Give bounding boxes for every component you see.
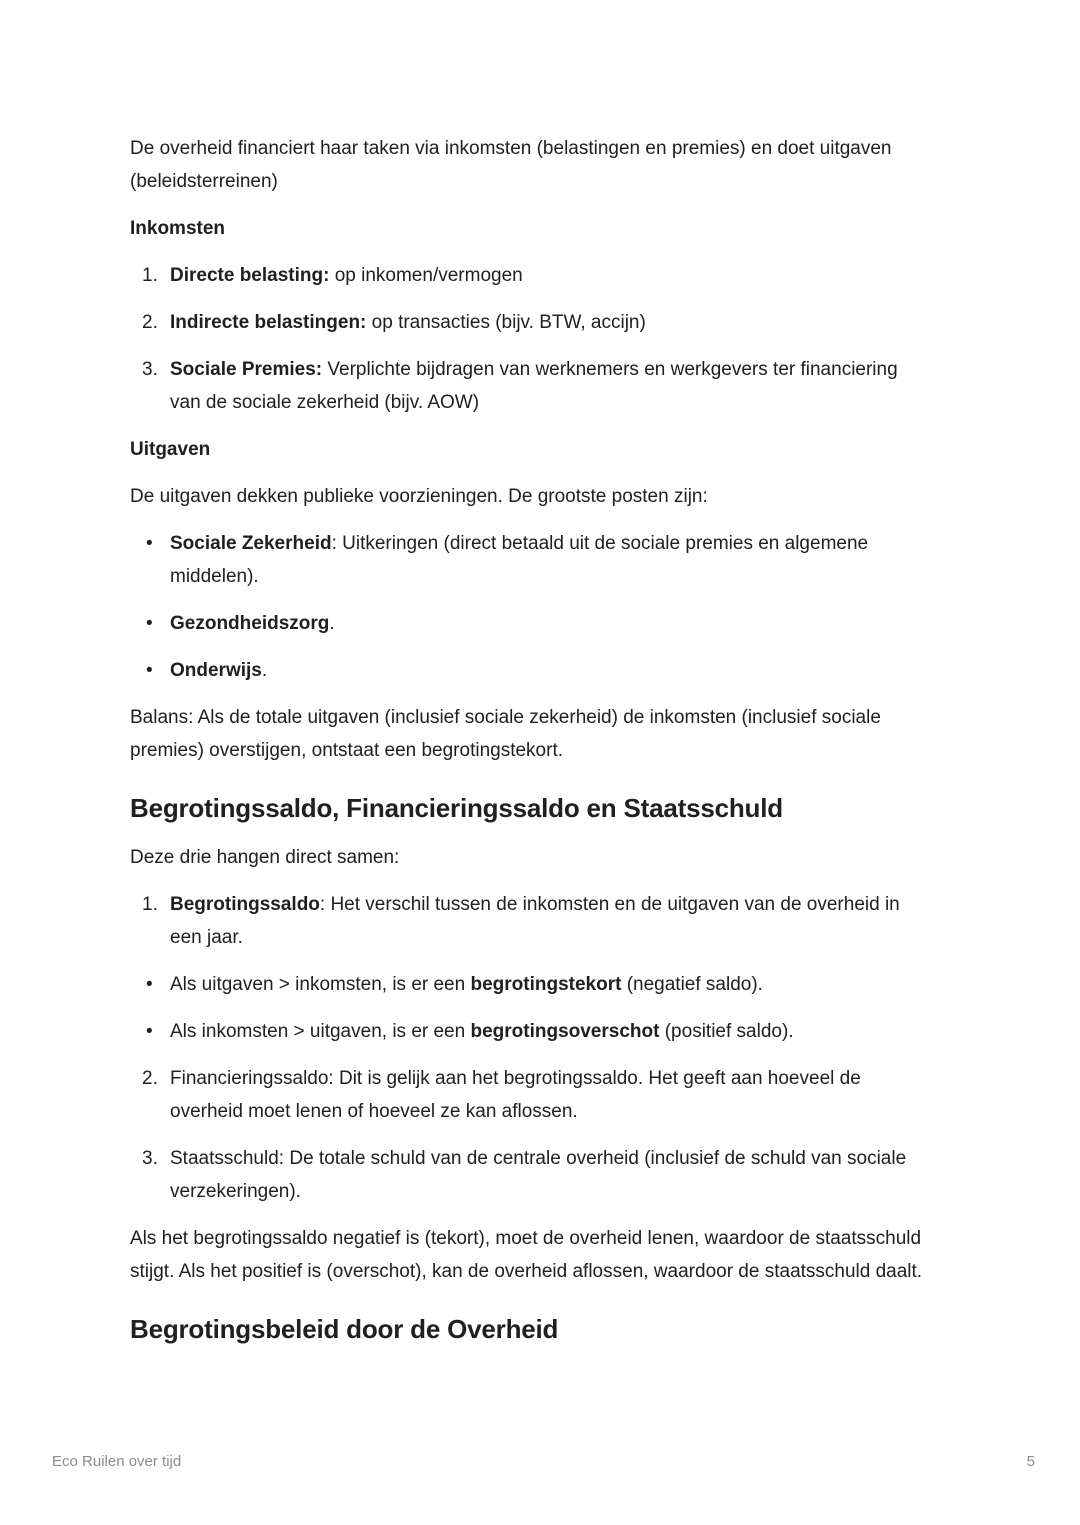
list-item-text: Onderwijs.: [170, 660, 268, 681]
list-marker: 2.: [142, 312, 158, 333]
document-content: [130, 132, 930, 1362]
numbered-list-item: [130, 353, 930, 419]
list-item-text: Gezondheidszorg.: [170, 613, 335, 634]
list-marker: •: [146, 533, 153, 554]
footer-page-number: 5: [1026, 1453, 1035, 1470]
numbered-list-item: [130, 888, 930, 954]
list-marker: •: [146, 660, 153, 681]
list-marker: 2.: [142, 1068, 158, 1089]
section-heading: Begrotingsbeleid door de Overheid: [130, 1314, 559, 1344]
paragraph: Deze drie hangen direct samen:: [130, 847, 400, 868]
bullet-list-item: [130, 1015, 930, 1048]
numbered-list-item: [130, 1142, 930, 1208]
section-heading: Begrotingssaldo, Financieringssaldo en Staatsschuld: [130, 793, 783, 823]
paragraph: De overheid financiert haar taken via inkomsten (belastingen en premies) en doet uitgaven (beleidsterreinen): [130, 138, 892, 192]
list-marker: 3.: [142, 359, 158, 380]
list-item-text: Begrotingssaldo: Het verschil tussen de inkomsten en de uitgaven van de overheid in een jaar.: [170, 894, 900, 948]
list-marker: •: [146, 613, 153, 634]
list-item-text: Directe belasting: op inkomen/vermogen: [170, 265, 523, 286]
bullet-list-item: [130, 968, 930, 1001]
list-marker: •: [146, 974, 153, 995]
paragraph: Als het begrotingssaldo negatief is (tekort), moet de overheid lenen, waardoor de staatsschuld stijgt. Als het positief is (overschot), kan de overheid aflossen, waardoor de staatsschuld daalt.: [130, 1228, 923, 1282]
numbered-list-item: [130, 1062, 930, 1128]
sub-heading: Uitgaven: [130, 439, 211, 460]
numbered-list-item: [130, 259, 930, 292]
paragraph: Balans: Als de totale uitgaven (inclusief sociale zekerheid) de inkomsten (inclusief sociale premies) overstijgen, ontstaat een begrotingstekort.: [130, 707, 881, 761]
list-item-text: Indirecte belastingen: op transacties (bijv. BTW, accijn): [170, 312, 646, 333]
paragraph: De uitgaven dekken publieke voorzieningen. De grootste posten zijn:: [130, 486, 708, 507]
list-marker: 3.: [142, 1148, 158, 1169]
list-item-text: Staatsschuld: De totale schuld van de centrale overheid (inclusief de schuld van sociale verzekeringen).: [170, 1148, 907, 1202]
footer: [52, 1452, 1035, 1472]
list-item-text: Als inkomsten > uitgaven, is er een begrotingsoverschot (positief saldo).: [170, 1021, 794, 1042]
list-item-text: Sociale Zekerheid: Uitkeringen (direct betaald uit de sociale premies en algemene middelen).: [170, 533, 869, 587]
list-marker: 1.: [142, 265, 158, 286]
list-item-text: Financieringssaldo: Dit is gelijk aan het begrotingssaldo. Het geeft aan hoeveel de overheid moet lenen of hoeveel ze kan aflossen.: [170, 1068, 861, 1122]
list-marker: •: [146, 1021, 153, 1042]
footer-doc-title: Eco Ruilen over tijd: [52, 1453, 182, 1470]
bullet-list-item: [130, 607, 930, 640]
list-marker: 1.: [142, 894, 158, 915]
numbered-list-item: [130, 306, 930, 339]
sub-heading: Inkomsten: [130, 218, 226, 239]
bullet-list-item: [130, 654, 930, 687]
bullet-list-item: [130, 527, 930, 593]
list-item-text: Als uitgaven > inkomsten, is er een begrotingstekort (negatief saldo).: [170, 974, 763, 995]
list-item-text: Sociale Premies: Verplichte bijdragen van werknemers en werkgevers ter financiering van de sociale zekerheid (bijv. AOW): [170, 359, 898, 413]
